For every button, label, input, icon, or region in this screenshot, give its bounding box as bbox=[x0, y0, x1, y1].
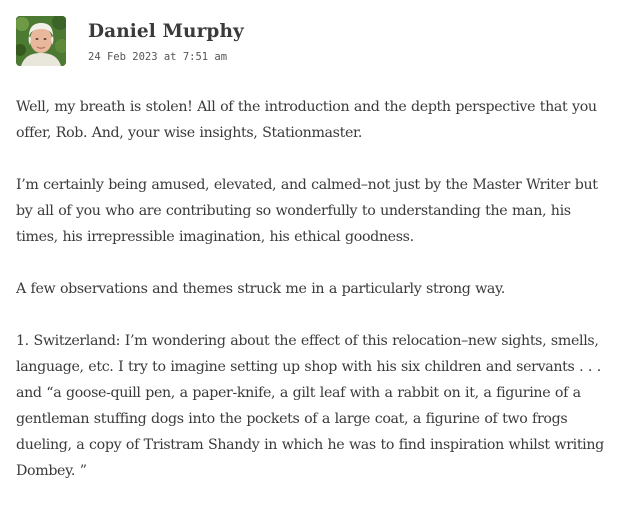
comment-body bbox=[16, 94, 616, 484]
comment bbox=[16, 16, 616, 510]
author-name[interactable]: Daniel Murphy bbox=[88, 21, 244, 42]
avatar[interactable] bbox=[16, 16, 66, 66]
comment-paragraph: 1. Switzerland: I’m wondering about the effect of this relocation–new sights, smells, language, etc. I try to imagine setting up shop with his six children and servants . . . and “a goose-quill pen, a paper-knife, a gilt leaf with a rabbit on it, a figurine of a gentleman stuffing dogs into the pockets of a large coat, a figurine of two frogs dueling, a copy of Tristram Shandy in which he was to find inspiration whilst writing Dombey. ” bbox=[16, 333, 604, 479]
comment-paragraph: I’m certainly being amused, elevated, and calmed–not just by the Master Writer but by all of you who are contributing so wonderfully to understanding the man, his times, his irrepressible imagination, his ethical goodness. bbox=[16, 177, 598, 245]
comment-meta bbox=[88, 16, 244, 64]
user-avatar-icon bbox=[16, 16, 66, 66]
comment-paragraph: Well, my breath is stolen! All of the introduction and the depth perspective that you offer, Rob. And, your wise insights, Stationmaster. bbox=[16, 99, 597, 141]
comment-header bbox=[16, 16, 616, 70]
comment-paragraph: A few observations and themes struck me in a particularly strong way. bbox=[16, 281, 505, 297]
comment-date[interactable]: 24 Feb 2023 at 7:51 am bbox=[88, 51, 228, 63]
